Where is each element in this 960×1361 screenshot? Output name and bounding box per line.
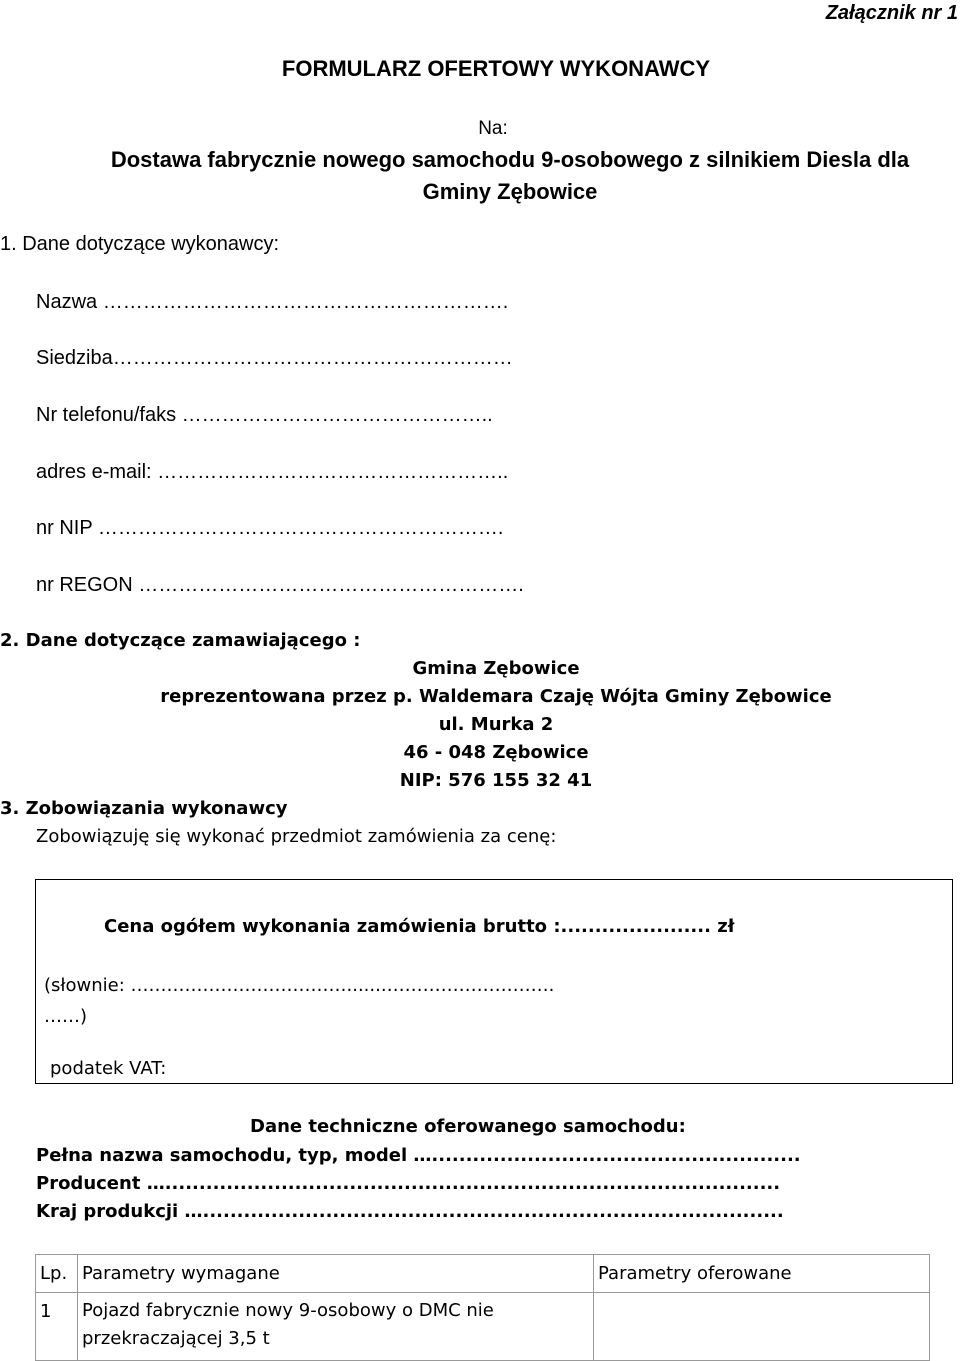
field-country: Kraj produkcji …..................................................................................... [36, 1201, 784, 1222]
form-title: FORMULARZ OFERTOWY WYKONAWCY [281, 56, 711, 81]
orderer-postal-city: 46 - 048 Zębowice [403, 742, 589, 763]
header-required: Parametry wymagane [78, 1255, 594, 1293]
commitment-text: Zobowiązuję się wykonać przedmiot zamówienia za cenę: [36, 826, 557, 847]
technical-data-heading: Dane techniczne oferowanego samochodu: [250, 1116, 686, 1137]
for-label: Na: [478, 118, 508, 139]
total-price-line: Cena ogółem wykonania zamówienia brutto :...................... zł [104, 916, 735, 937]
field-name: Nazwa ……………………………………………………. [36, 291, 509, 313]
header-offered: Parametry oferowane [594, 1255, 930, 1293]
contract-subject: Dostawa fabrycznie nowego samochodu 9-osobowego z silnikiem Diesla dla Gminy Zębowice [110, 147, 910, 204]
section-3-heading: 3. Zobowiązania wykonawcy [0, 798, 288, 819]
field-vehicle-name: Pełna nazwa samochodu, typ, model …...................................................... [36, 1145, 801, 1166]
orderer-representative: reprezentowana przez p. Waldemara Czaję Wójta Gminy Zębowice [160, 686, 832, 707]
field-phone-fax: Nr telefonu/faks ……………………………………….. [36, 404, 493, 426]
table-header-row [36, 1255, 930, 1293]
annex-label: Załącznik nr 1 [825, 2, 958, 24]
orderer-nip: NIP: 576 155 32 41 [399, 770, 593, 791]
field-email: adres e-mail: …………………………………………….. [36, 461, 509, 483]
field-producer: Producent ….......................................................................................... [36, 1173, 781, 1194]
header-lp: Lp. [36, 1255, 78, 1293]
orderer-street: ul. Murka 2 [438, 714, 554, 735]
field-seat: Siedziba…………………………………………………… [36, 347, 513, 369]
table-row [36, 1293, 930, 1361]
vat-label: podatek VAT: [50, 1058, 167, 1079]
price-in-words-continuation: ……) [44, 1006, 88, 1027]
section-2-heading: 2. Dane dotyczące zamawiającego : [0, 630, 361, 651]
cell-lp: 1 [36, 1293, 78, 1361]
cell-required: Pojazd fabrycznie nowy 9-osobowy o DMC nie przekraczającej 3,5 t [78, 1293, 594, 1361]
orderer-name: Gmina Zębowice [412, 658, 580, 679]
parameters-table [35, 1254, 930, 1361]
price-in-words-line: (słownie: ……………………………….......………………………. [44, 975, 555, 996]
field-nip: nr NIP ……………………………………………………. [36, 517, 504, 539]
cell-offered[interactable] [594, 1293, 930, 1361]
field-regon: nr REGON …………………………………………………. [36, 574, 524, 596]
section-1-heading: 1. Dane dotyczące wykonawcy: [0, 233, 280, 255]
